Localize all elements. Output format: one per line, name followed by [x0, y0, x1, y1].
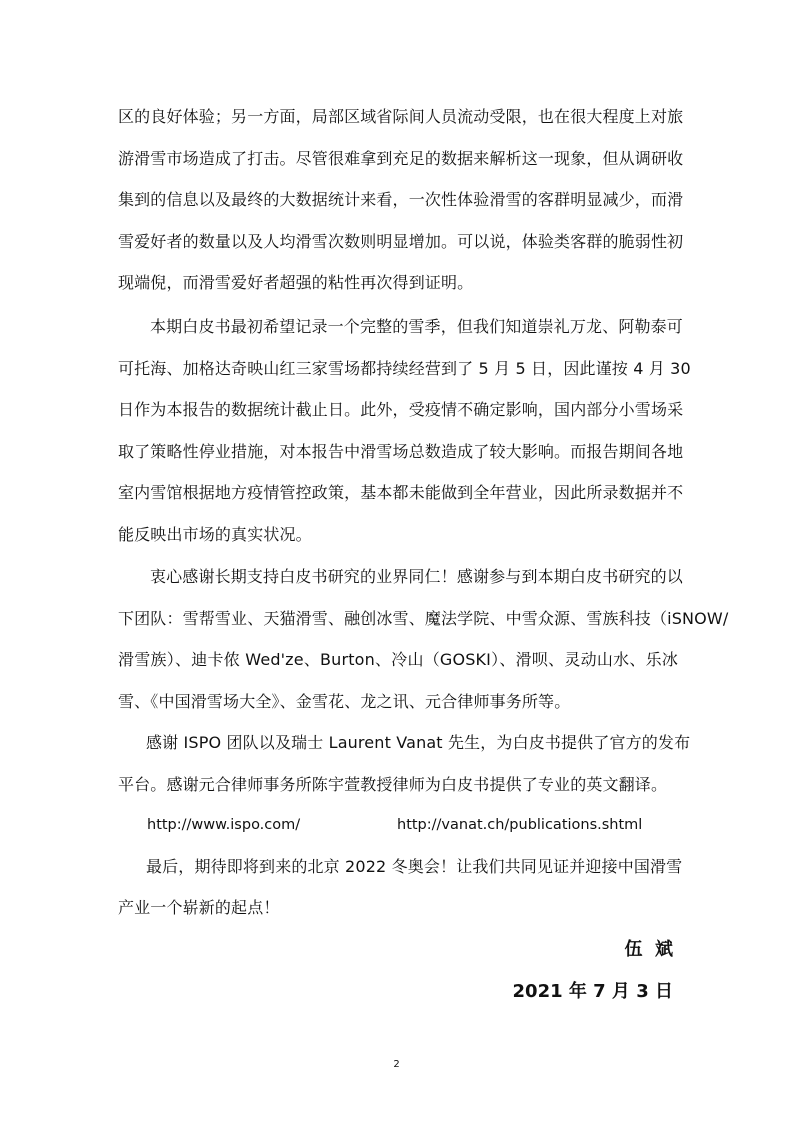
- paragraph-5-line: 最后，期待即将到来的北京 2022 冬奥会！让我们共同见证并迎接中国滑雪: [146, 856, 683, 876]
- paragraph-2-line: 日作为本报告的数据统计截止日。此外，受疫情不确定影响，国内部分小雪场采: [118, 400, 684, 420]
- paragraph-2-line: 取了策略性停业措施，对本报告中滑雪场总数造成了较大影响。而报告期间各地: [118, 441, 684, 461]
- paragraph-3-line: 衷心感谢长期支持白皮书研究的业界同仁！感谢参与到本期白皮书研究的以: [150, 567, 683, 586]
- paragraph-3-line: 雪、《中国滑雪场大全》、金雪花、龙之讯、元合律师事务所等。: [118, 691, 571, 711]
- signature-author: 伍 斌: [624, 939, 673, 960]
- paragraph-4-line: 平台。感谢元合律师事务所陈宇萱教授律师为白皮书提供了专业的英文翻译。: [118, 775, 668, 794]
- paragraph-2-line: 本期白皮书最初希望记录一个完整的雪季，但我们知道崇礼万龙、阿勒泰可: [150, 317, 683, 336]
- paragraph-2-line: 能反映出市场的真实状况。: [118, 525, 312, 544]
- paragraph-2-line: 室内雪馆根据地方疫情管控政策，基本都未能做到全年营业，因此所录数据并不: [118, 483, 684, 503]
- vanat-link[interactable]: http://vanat.ch/publications.shtml: [397, 817, 643, 833]
- paragraph-1-line: 区的良好体验；另一方面，局部区域省际间人员流动受限，也在很大程度上对旅: [118, 107, 684, 126]
- paragraph-1-line: 游滑雪市场造成了打击。尽管很难拿到充足的数据来解析这一现象，但从调研收: [118, 148, 684, 168]
- signature-date: 2021 年 7 月 3 日: [512, 981, 673, 1002]
- page-number: 2: [393, 1059, 400, 1070]
- paragraph-4-line: 感谢 ISPO 团队以及瑞士 Laurent Vanat 先生，为白皮书提供了官方的发布: [146, 733, 691, 753]
- paragraph-1-line: 现端倪，而滑雪爱好者超强的粘性再次得到证明。: [118, 273, 474, 293]
- paragraph-2-line: 可托海、加格达奇映山红三家雪场都持续经营到了 5 月 5 日，因此谨按 4 月 30: [118, 358, 691, 378]
- ispo-link[interactable]: http://www.ispo.com/: [147, 817, 301, 833]
- paragraph-1-line: 集到的信息以及最终的大数据统计来看，一次性体验滑雪的客群明显减少，而滑: [118, 190, 684, 210]
- paragraph-1-line: 雪爱好者的数量以及人均滑雪次数则明显增加。可以说，体验类客群的脆弱性初: [118, 231, 684, 251]
- paragraph-3-line: 滑雪族）、迪卡侬 Wed'ze、Burton、冷山（GOSKI）、滑呗、灵动山水、乐冰: [118, 650, 678, 670]
- paragraph-3-line: 下团队：雪帮雪业、天猫滑雪、融创冰雪、魔法学院、中雪众源、雪族科技（iSNOW/: [118, 608, 729, 628]
- paragraph-5-line: 产业一个崭新的起点！: [118, 898, 280, 918]
